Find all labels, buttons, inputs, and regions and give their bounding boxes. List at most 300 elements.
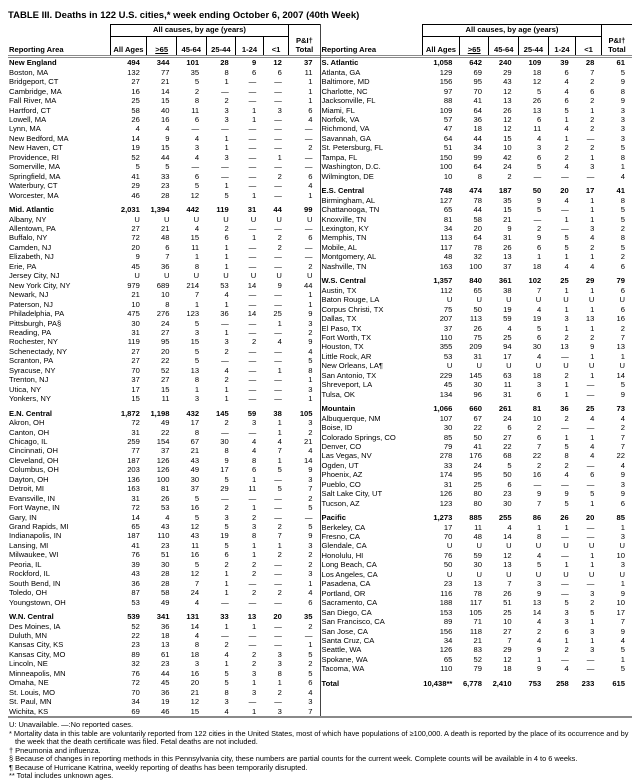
value-cell: 8: [252, 531, 257, 541]
value-cell: —: [221, 124, 229, 134]
value-cell: 70: [131, 687, 140, 697]
value-cell: 1: [620, 351, 625, 361]
value-cell: 13: [503, 560, 512, 570]
city-row: [8, 697, 320, 706]
value-cell: 187: [498, 186, 512, 196]
value-cell: —: [586, 664, 595, 674]
value-cell: —: [221, 427, 229, 437]
value-cell: U: [619, 295, 625, 305]
reporting-area-cell: Peoria, IL: [9, 559, 42, 569]
reporting-area-cell: Buffalo, NY: [9, 233, 48, 243]
value-cell: U: [506, 541, 512, 551]
value-cell: 79: [616, 276, 625, 286]
reporting-area-cell: Bridgeport, CT: [9, 77, 59, 87]
value-cell: —: [248, 346, 257, 356]
value-cell: 77: [131, 446, 140, 456]
value-cell: 4: [507, 323, 512, 333]
value-cell: 432: [186, 408, 200, 418]
value-cell: 1: [536, 654, 542, 664]
value-cell: 2: [277, 550, 282, 560]
city-row: [321, 262, 633, 271]
value-cell: U: [223, 214, 229, 224]
value-cell: 8: [308, 365, 313, 375]
value-cell: —: [304, 252, 313, 262]
value-cell: —: [191, 124, 200, 134]
value-cell: 107: [439, 413, 453, 423]
value-cell: 21: [190, 687, 200, 697]
city-row: [8, 366, 320, 375]
value-cell: 5: [536, 162, 542, 172]
value-cell: 10: [443, 171, 453, 181]
value-cell: 6: [507, 423, 512, 433]
value-cell: 8: [536, 532, 542, 542]
reporting-area-cell: Shreveport, LA: [321, 380, 373, 390]
reporting-area-cell: Seattle, WA: [321, 645, 362, 655]
value-cell: 28: [161, 190, 170, 200]
value-cell: 29: [503, 645, 512, 655]
value-cell: 1: [308, 299, 313, 309]
value-cell: 1: [277, 418, 282, 428]
value-cell: 145: [469, 370, 482, 380]
value-cell: 255: [498, 513, 512, 523]
value-cell: 30: [161, 559, 170, 569]
value-cell: 2: [536, 626, 542, 636]
value-cell: 70: [131, 365, 140, 375]
value-cell: U: [563, 569, 569, 579]
value-cell: 4: [620, 413, 625, 423]
value-cell: 1: [277, 365, 282, 375]
col-header-all-ages: All Ages: [423, 36, 460, 57]
value-cell: 7: [308, 706, 313, 716]
city-row: [321, 589, 633, 598]
reporting-area-cell: Albuquerque, NM: [321, 413, 381, 423]
value-cell: 78: [473, 242, 482, 252]
value-cell: 72: [131, 233, 140, 243]
value-cell: U: [563, 361, 569, 371]
city-row: [321, 224, 633, 233]
value-cell: 24: [473, 460, 482, 470]
city-row: [321, 333, 633, 342]
section-row: [8, 57, 320, 68]
city-row: [321, 371, 633, 380]
value-cell: 27: [131, 223, 140, 233]
value-cell: 13: [585, 314, 595, 324]
value-cell: 3: [536, 380, 542, 390]
reporting-area-cell: Hartford, CT: [9, 105, 51, 115]
reporting-area-cell: Nashville, TN: [321, 261, 367, 271]
reporting-area-cell: Houston, TX: [321, 342, 364, 352]
value-cell: 89: [443, 617, 453, 627]
value-cell: —: [561, 351, 569, 361]
value-cell: 2: [224, 559, 229, 569]
value-cell: 660: [469, 404, 482, 414]
section-row: [321, 674, 633, 688]
value-cell: 1: [590, 323, 595, 333]
value-cell: —: [586, 579, 595, 589]
value-cell: 105: [469, 607, 482, 617]
value-cell: —: [274, 346, 282, 356]
value-cell: 116: [440, 588, 453, 598]
value-cell: 14: [247, 309, 257, 319]
value-cell: 9: [564, 489, 569, 499]
value-cell: 3: [308, 318, 313, 328]
value-cell: 37: [503, 261, 512, 271]
value-cell: 12: [273, 58, 282, 68]
reporting-area-cell: Minneapolis, MN: [9, 668, 66, 678]
value-cell: 37: [161, 446, 170, 456]
value-cell: 17: [443, 522, 453, 532]
value-cell: 2: [564, 143, 569, 153]
value-cell: 30: [220, 436, 229, 446]
value-cell: —: [274, 181, 282, 191]
value-cell: 1,058: [433, 58, 453, 68]
value-cell: 8: [224, 67, 229, 77]
value-cell: 276: [156, 309, 170, 319]
value-cell: 615: [612, 678, 625, 688]
value-cell: 23: [503, 489, 512, 499]
reporting-area-cell: Rochester, NY: [9, 337, 58, 347]
value-cell: 1: [564, 214, 569, 224]
value-cell: 259: [127, 436, 140, 446]
value-cell: 1: [620, 522, 625, 532]
value-cell: 67: [473, 413, 482, 423]
value-cell: 6: [620, 285, 625, 295]
city-row: [321, 461, 633, 470]
city-row: [321, 551, 633, 560]
value-cell: —: [274, 512, 282, 522]
value-cell: 2: [590, 115, 595, 124]
value-cell: 4: [135, 124, 140, 134]
reporting-area-cell: Pittsburgh, PA§: [9, 318, 62, 328]
value-cell: 12: [503, 86, 512, 96]
footnotes: [8, 718, 632, 781]
value-cell: 85: [443, 432, 453, 442]
value-cell: 4: [224, 365, 229, 375]
value-cell: —: [304, 242, 313, 252]
reporting-area-cell: Rockford, IL: [9, 569, 50, 579]
value-cell: 10,438**: [423, 678, 453, 688]
value-cell: 10: [616, 598, 625, 608]
value-cell: 9: [507, 223, 512, 233]
value-cell: —: [274, 86, 282, 96]
value-cell: 17: [131, 384, 140, 394]
value-cell: 70: [473, 86, 482, 96]
city-row: [8, 598, 320, 607]
value-cell: 9: [620, 96, 625, 106]
value-cell: 31: [503, 233, 512, 243]
value-cell: 4: [308, 346, 313, 356]
value-cell: 7: [536, 498, 542, 508]
value-cell: —: [248, 242, 257, 252]
value-cell: 474: [469, 186, 482, 196]
value-cell: 31: [247, 205, 257, 215]
reporting-area-cell: Memphis, TN: [321, 233, 367, 243]
value-cell: 1,872: [120, 408, 140, 418]
value-cell: 6: [564, 67, 569, 77]
value-cell: —: [248, 77, 257, 87]
value-cell: U: [619, 569, 625, 579]
value-cell: 29: [585, 276, 595, 286]
city-row: [8, 233, 320, 242]
value-cell: 38: [273, 408, 282, 418]
value-cell: 65: [443, 205, 453, 215]
value-cell: —: [274, 115, 282, 124]
value-cell: 1: [277, 455, 282, 465]
value-cell: 1: [224, 327, 229, 337]
value-cell: 11: [161, 394, 170, 404]
value-cell: 9: [536, 664, 542, 674]
city-row: [321, 153, 633, 162]
value-cell: 33: [161, 171, 170, 181]
col-header-all-ages: All Ages: [110, 36, 147, 57]
city-row: [8, 531, 320, 540]
reporting-area-cell: New Haven, CT: [9, 143, 63, 153]
value-cell: 42: [503, 152, 512, 162]
value-cell: 1: [564, 432, 569, 442]
value-cell: 29: [503, 67, 512, 77]
value-cell: 9: [252, 58, 257, 68]
right-table-header: [321, 25, 633, 57]
value-cell: 4: [252, 446, 257, 456]
value-cell: 18: [532, 67, 542, 77]
value-cell: 79: [443, 441, 453, 451]
value-cell: 2: [620, 223, 625, 233]
value-cell: 14: [190, 621, 200, 631]
value-cell: 150: [439, 152, 453, 162]
value-cell: —: [274, 384, 282, 394]
reporting-area-cell: Toledo, OH: [9, 588, 47, 598]
value-cell: 16: [161, 115, 170, 124]
reporting-area-cell: Kansas City, MO: [9, 649, 66, 659]
value-cell: 1: [252, 115, 257, 124]
reporting-area-cell: Pasadena, CA: [321, 579, 371, 589]
value-cell: 1: [224, 133, 229, 143]
value-cell: —: [248, 327, 257, 337]
reporting-area-cell: Jersey City, NJ: [9, 271, 60, 281]
value-cell: U: [535, 569, 542, 579]
value-cell: 37: [443, 323, 453, 333]
value-cell: —: [248, 171, 257, 181]
value-cell: 6: [252, 67, 257, 77]
value-cell: 28: [161, 569, 170, 579]
col-header-25-44: 25-44: [519, 36, 549, 57]
value-cell: 261: [498, 404, 512, 414]
value-cell: 240: [498, 58, 512, 68]
value-cell: 30: [443, 423, 453, 433]
value-cell: 6: [620, 261, 625, 271]
value-cell: 163: [439, 261, 453, 271]
value-cell: 1: [252, 474, 257, 484]
value-cell: 126: [439, 489, 453, 499]
value-cell: 2: [252, 512, 257, 522]
reporting-area-cell: Chicago, IL: [9, 436, 48, 446]
value-cell: 5: [224, 668, 229, 678]
value-cell: —: [274, 190, 282, 200]
value-cell: 41: [616, 186, 625, 196]
value-cell: 44: [161, 152, 170, 162]
value-cell: 748: [439, 186, 453, 196]
value-cell: 187: [127, 455, 140, 465]
value-cell: 9: [308, 337, 313, 347]
value-cell: 21: [503, 214, 512, 224]
value-cell: —: [586, 133, 595, 143]
value-cell: 59: [473, 550, 482, 560]
value-cell: —: [248, 152, 257, 162]
value-cell: 4: [564, 195, 569, 205]
city-row: [321, 442, 633, 451]
value-cell: U: [476, 541, 482, 551]
value-cell: 89: [131, 649, 140, 659]
value-cell: U: [446, 295, 453, 305]
value-cell: U: [506, 361, 512, 371]
footnote: U: Unavailable. —:No reported cases.: [9, 720, 134, 730]
city-row: [321, 115, 633, 124]
city-row: [8, 494, 320, 503]
reporting-area-cell: Baltimore, MD: [321, 77, 370, 87]
value-cell: 126: [156, 455, 170, 465]
value-cell: 10: [616, 550, 625, 560]
value-cell: 539: [127, 612, 140, 622]
value-cell: 18: [503, 664, 512, 674]
value-cell: 2: [308, 493, 313, 503]
city-row: [321, 480, 633, 489]
value-cell: 1: [224, 299, 229, 309]
value-cell: 1: [252, 550, 257, 560]
value-cell: 112: [440, 285, 453, 295]
reporting-area-cell: Pacific: [321, 513, 346, 523]
value-cell: 4: [564, 664, 569, 674]
value-cell: 9: [536, 645, 542, 655]
value-cell: 81: [532, 404, 542, 414]
value-cell: 3: [252, 418, 257, 428]
city-row: [321, 87, 633, 96]
reporting-area-cell: St. Paul, MN: [9, 697, 52, 707]
value-cell: 2: [224, 346, 229, 356]
value-cell: 113: [440, 233, 453, 243]
city-row: [8, 115, 320, 124]
value-cell: —: [248, 640, 257, 650]
value-cell: 3: [252, 687, 257, 697]
value-cell: 3: [590, 645, 595, 655]
value-cell: —: [274, 77, 282, 87]
value-cell: 110: [440, 332, 453, 342]
value-cell: 29: [131, 181, 140, 191]
value-cell: 12: [190, 697, 200, 707]
value-cell: 50: [473, 304, 482, 314]
value-cell: 1: [308, 86, 313, 96]
value-cell: 36: [220, 309, 229, 319]
city-row: [8, 428, 320, 437]
left-table-body: [8, 57, 320, 716]
value-cell: 3: [308, 474, 313, 484]
reporting-area-cell: E.N. Central: [9, 408, 53, 418]
value-cell: U: [588, 295, 595, 305]
value-cell: 32: [131, 659, 140, 669]
value-cell: 163: [127, 484, 140, 494]
value-cell: 46: [131, 190, 140, 200]
value-cell: 2: [620, 323, 625, 333]
value-cell: 101: [186, 58, 200, 68]
value-cell: 2: [252, 588, 257, 598]
value-cell: —: [304, 152, 313, 162]
value-cell: —: [248, 631, 257, 641]
value-cell: —: [221, 86, 229, 96]
value-cell: U: [134, 271, 140, 281]
value-cell: 6,778: [462, 678, 482, 688]
value-cell: U: [619, 361, 625, 371]
value-cell: 48: [473, 532, 482, 542]
value-cell: 2: [590, 143, 595, 153]
value-cell: 19: [161, 697, 170, 707]
city-row: [8, 290, 320, 299]
value-cell: 2: [590, 96, 595, 106]
reporting-area-cell: Elizabeth, NJ: [9, 252, 54, 262]
value-cell: 9: [536, 489, 542, 499]
value-cell: 8: [277, 668, 282, 678]
value-cell: 1,273: [433, 513, 453, 523]
value-cell: 3: [536, 143, 542, 153]
value-cell: 105: [299, 408, 313, 418]
value-cell: —: [561, 654, 569, 664]
value-cell: 12: [503, 124, 512, 134]
value-cell: 30: [190, 474, 200, 484]
value-cell: 30: [503, 498, 512, 508]
value-cell: 11: [304, 67, 313, 77]
value-cell: 13: [560, 342, 569, 352]
value-cell: 87: [131, 588, 140, 598]
value-cell: 4: [620, 636, 625, 646]
value-cell: 25: [473, 479, 482, 489]
reporting-area-cell: Total: [321, 678, 340, 688]
value-cell: 14: [131, 133, 140, 143]
value-cell: 44: [473, 205, 482, 215]
value-cell: 79: [473, 664, 482, 674]
reporting-area-cell: Fort Worth, TX: [321, 332, 372, 342]
reporting-area-cell: Wilmington, DE: [321, 171, 374, 181]
value-cell: 15: [131, 394, 140, 404]
value-cell: U: [563, 541, 569, 551]
col-header-1-24: 1-24: [548, 36, 576, 57]
city-row: [321, 579, 633, 588]
value-cell: 1: [564, 522, 569, 532]
value-cell: 5: [308, 522, 313, 532]
value-cell: 8: [224, 446, 229, 456]
city-row: [8, 437, 320, 446]
value-cell: U: [588, 361, 595, 371]
value-cell: 46: [161, 706, 170, 716]
city-row: [8, 337, 320, 346]
reporting-area-cell: Las Vegas, NV: [321, 451, 372, 461]
value-cell: U: [276, 214, 282, 224]
value-cell: 1: [308, 640, 313, 650]
reporting-area-cell: Fresno, CA: [321, 532, 360, 542]
city-row: [321, 570, 633, 579]
value-cell: 5: [564, 498, 569, 508]
value-cell: 65: [443, 654, 453, 664]
value-cell: 8: [194, 427, 200, 437]
value-cell: 2: [194, 86, 200, 96]
value-cell: 76: [443, 550, 453, 560]
value-cell: 7: [194, 578, 200, 588]
value-cell: 3: [194, 143, 200, 153]
value-cell: 48: [161, 233, 170, 243]
value-cell: —: [248, 578, 257, 588]
value-cell: —: [248, 365, 257, 375]
value-cell: —: [274, 124, 282, 134]
value-cell: 123: [439, 498, 453, 508]
value-cell: 2: [536, 223, 542, 233]
city-row: [8, 356, 320, 365]
